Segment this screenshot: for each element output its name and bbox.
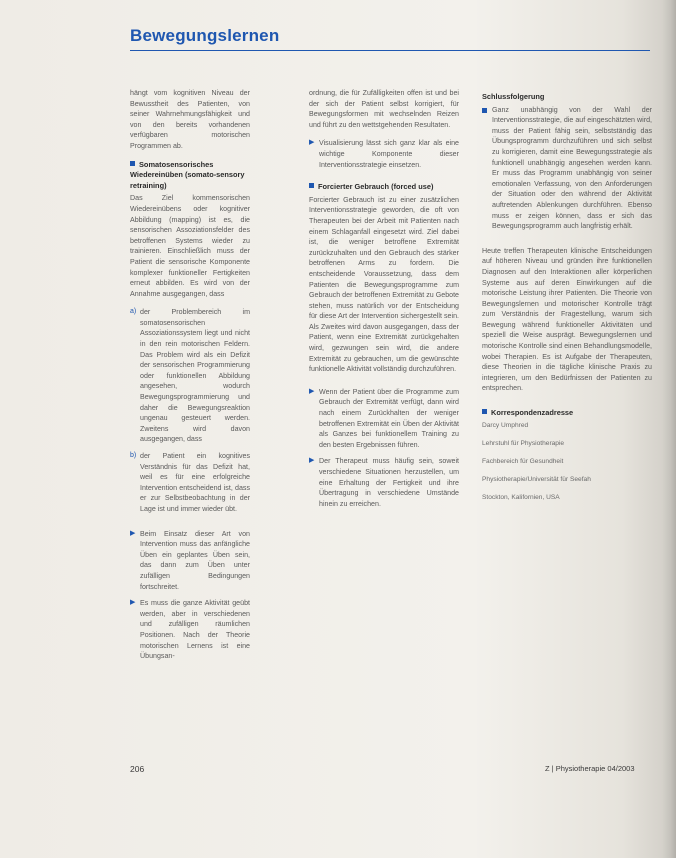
column-2	[309, 88, 459, 515]
list-item-text: der Problembereich im somatosensorischen Assoziationssystem liegt und nicht in den rein motorischen Feldern. Das Problem wird als ein Defizit der sensorischen Programmierung oder funktionellen Abbildung angesehen, wodurch Bewegungsprogrammierung und daher die Bewegungsreaktion ungenau gesteuert werden. Zweitens wird davon ausgegangen, dass	[140, 308, 250, 444]
contact-line: Stockton, Kalifornien, USA	[482, 493, 560, 501]
list-marker: a)	[130, 308, 137, 316]
contact-heading-text: Korrespondenzadresse	[491, 408, 574, 418]
contact-line: Lehrstuhl für Physiotherapie	[482, 439, 565, 447]
list-marker: b)	[130, 452, 137, 459]
triangle-bullet-icon: ▶	[309, 387, 315, 395]
bullet-text: Der Therapeut muss häufig sein, soweit verschiedene Situationen herzustellen, um eine Erhaltung der Fertigkeit und ihre Übertragung in verschiedene Umstände hinein zu erreichen.	[319, 457, 459, 508]
section-heading: Schlussfolgerung	[482, 92, 545, 101]
bullet-text: Beim Einsatz dieser Art von Intervention muss das anfängliche Üben ein geplantes Üben sein, das dann zum Üben unter zufälligen Bedingungen fortschreitet.	[140, 529, 250, 591]
section-heading	[130, 160, 250, 192]
square-bullet-icon	[482, 108, 487, 113]
contact-line: Physiotherapie/Universität für Seefah	[482, 475, 591, 483]
bullet-item	[309, 138, 459, 170]
square-bullet-icon	[130, 161, 135, 166]
bullet-item	[130, 529, 250, 593]
section-heading	[309, 182, 459, 193]
list-item	[130, 307, 250, 445]
section-heading-text: Somatosensorisches Wiedereinüben (somato-sensory retraining)	[130, 159, 245, 190]
triangle-bullet-icon: ▶	[130, 599, 136, 607]
bullet-text: Ganz unabhängig von der Wahl der Interventionsstrategie, die auf eingeschätzten wird, muss der Patient fähig sein, selbstständig das Übungsprogramm durchzuführen und sich selbst zu korrigieren, damit eine Bewegungsstrategie als funktionell unabhängig angesehen werden kann. Er muss das Programm unabhängig von seiner emotionalen Verfassung, von den Anforderungen der Situation oder den während der Aktivität auftretenden Ablenkungen durchführen. Ebenso muss er zeigen können, dass er sich das Bewegungsprogramm auch langfristig erhält.	[492, 105, 652, 231]
paragraph: ordnung, die für Zufälligkeiten offen ist und bei der sich der Patient selbst korrigiert, für Bewegungsformen mit wechselnden Reizen und führt zu den wettstgehenden Resultaten.	[309, 89, 459, 129]
section-heading-text: Forcierter Gebrauch (forced use)	[318, 182, 434, 192]
page-number: 206	[130, 764, 145, 774]
paragraph: Heute treffen Therapeuten klinische Entscheidungen auf höheren Niveau und gründen ihre funktionellen Diagnosen auf den Interaktionen aller körperlichen Systeme aus auf deren Einwirkungen auf die motorische Leistung ihrer Patienten. Die Theorie von Bewegungslernen und motorischer Kontrolle trägt zum Verständnis der Fragestellung, warum sich Bewegung während funktioneller Aktivitäten und speziell die Weise ausprägt. Bewegungslernen und motorische Kontrolle sind einen Behandlungsmodelle, wobei Therapien. Es ist Aufgabe der Therapeuten, diese Theorien in die tägliche klinische Praxis zu integrieren, um den Bedürfnissen der Patienten zu entsprechen.	[482, 246, 652, 393]
bullet-text: Visualisierung lässt sich ganz klar als eine wichtige Komponente dieser Interventionsstrategie einsetzen.	[319, 139, 459, 169]
bullet-item	[482, 105, 652, 232]
section-title: Bewegungslernen	[130, 26, 280, 45]
bullet-text: Wenn der Patient über die Programme zum Gebrauch der Extremität verfügt, dann wird nach einem Zurückhalten der weniger betroffenen Extremität ein Üben der Aktivität als Ganzes bei funktionellem Training zu den besten Ergebnissen führen.	[319, 387, 459, 449]
contact-line: Fachbereich für Gesundheit	[482, 457, 564, 465]
list-item	[130, 451, 250, 515]
journal-citation: Z | Physiotherapie 04/2003	[545, 764, 635, 773]
paragraph: Das Ziel kommensorischen Wiedereinübens oder kognitiver Abbildung (mapping) ist es, die sensorischen Assoziationsfelder des betroffenen Systems wieder zu trainieren. Einschließlich muss der Patient die sensorische Komponente komplexer funktioneller Fertigkeiten erneut abbilden. Es wird von der Annahme ausgegangen, dass	[130, 194, 250, 298]
column-3	[482, 88, 652, 511]
contact-line: Darcy Umphred	[482, 421, 529, 429]
square-bullet-icon	[482, 409, 487, 414]
list-item-text: der Patient ein kognitives Verständnis für das Defizit hat, weil es für eine erfolgreiche Intervention entscheidend ist, dass er zur Selbstbeobachtung in der Lage ist und immer wieder übt.	[140, 452, 250, 513]
square-bullet-icon	[309, 183, 314, 188]
contact-heading	[482, 408, 652, 419]
page-edge-shadow	[662, 0, 676, 858]
header-rule	[130, 50, 650, 51]
bullet-item	[130, 598, 250, 662]
column-1	[130, 88, 250, 668]
triangle-bullet-icon: ▶	[309, 139, 315, 147]
bullet-item	[309, 456, 459, 509]
paragraph: Forcierter Gebrauch ist zu einer zusätzlichen Interventionsstrategie geworden, die oft von Therapeuten bei der Arbeit mit Patienten nach einem Schlaganfall eingesetzt wird. Ziel dabei ist, die weniger betroffene Extremität zurückzuhalten und den Gebrauch des stärker betroffenen Arms zu fordern. Die entscheidende Voraussetzung, dass dem Patienten die Bewegungsprogramme zum Gebrauch der betroffenen Extremität zu Gebote stehen, muss natürlich vor der Entscheidung für diese Art der Intervention sichergestellt sein. Als Zweites wird davon ausgegangen, dass der Patient, wenn eine Extremität zurückgehalten wird, gezwungen sein wird, die andere Extremität zu gebrauchen, um die gewünschte funktionelle Aktivität vollständig durchzuführen.	[309, 195, 459, 374]
bullet-text: Es muss die ganze Aktivität geübt werden, aber in verschiedenen und zufälligen räumlichen Positionen. Nach der Theorie motorischen Lernens ist eine Übungsan-	[140, 599, 250, 661]
paragraph: hängt vom kognitiven Niveau der Bewusstheit des Patienten, von seiner Wahrnehmungsfähigkeit und von den bereits vorhandenen verfügbaren motorischen Programmen ab.	[130, 89, 250, 150]
triangle-bullet-icon: ▶	[130, 529, 136, 537]
bullet-item	[309, 387, 459, 451]
triangle-bullet-icon: ▶	[309, 457, 315, 465]
